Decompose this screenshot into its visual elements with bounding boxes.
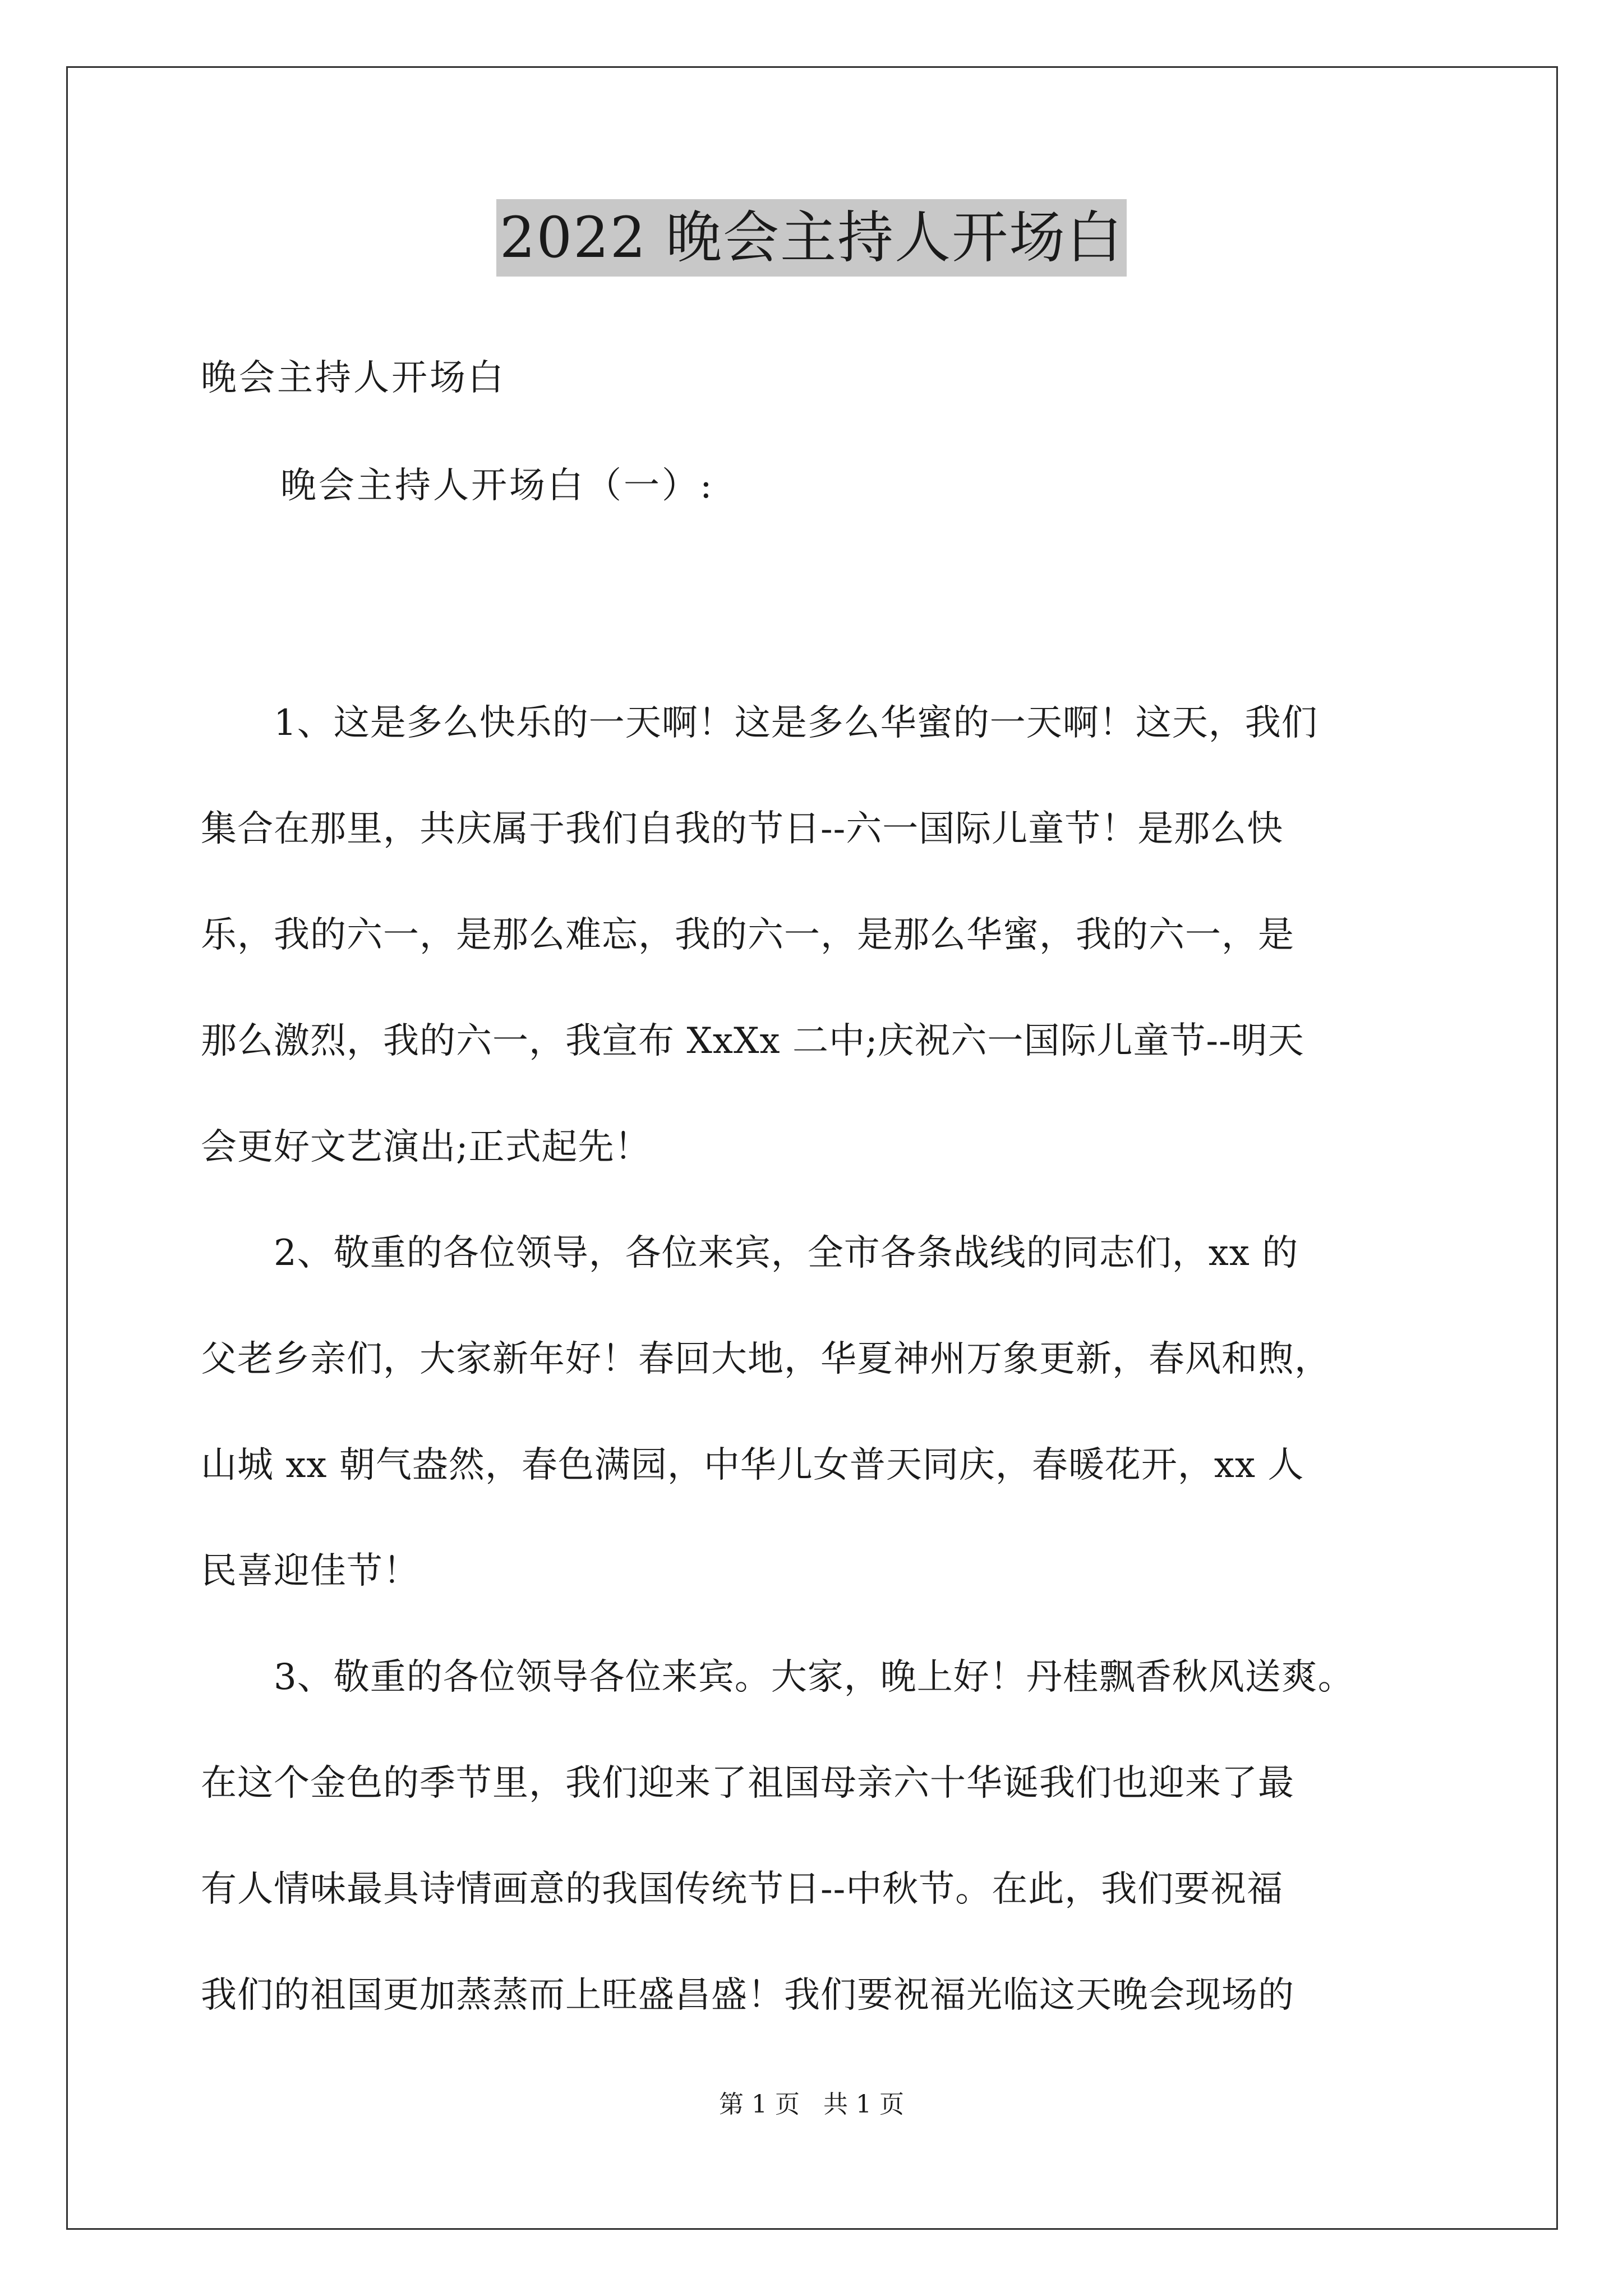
section-heading: 晚会主持人开场白（一）: [280, 465, 714, 507]
text-line: 乐，我的六一，是那么难忘，我的六一，是那么华蜜，我的六一，是 [201, 914, 1294, 956]
text-line: 会更好文艺演出;正式起先！ [201, 1126, 651, 1168]
text-line: 集合在那里，共庆属于我们自我的节日--六一国际儿童节！是那么快 [201, 808, 1284, 850]
text-line: 父老乡亲们，大家新年好！春回大地，华夏神州万象更新，春风和煦， [201, 1338, 1331, 1380]
document-title: 2022 晚会主持人开场白 [496, 199, 1127, 277]
page-total: 共 1 页 [823, 2090, 904, 2119]
text-line: 那么激烈，我的六一，我宣布 XxXx 二中;庆祝六一国际儿童节--明天 [201, 1020, 1304, 1062]
text-line: 1、这是多么快乐的一天啊！这是多么华蜜的一天啊！这天，我们 [201, 702, 1318, 744]
page-number: 第 1 页 [719, 2090, 800, 2119]
text-line: 民喜迎佳节！ [201, 1550, 419, 1592]
text-line: 2、敬重的各位领导，各位来宾，全市各条战线的同志们，xx 的 [201, 1232, 1299, 1274]
page-footer [0, 2088, 1623, 2122]
body-text [201, 670, 1451, 2049]
text-line: 3、敬重的各位领导各位来宾。大家，晚上好！丹桂飘香秋风送爽。 [201, 1657, 1354, 1698]
text-line: 山城 xx 朝气盎然，春色满园，中华儿女普天同庆，春暖花开，xx 人 [201, 1444, 1304, 1486]
document-subtitle: 晚会主持人开场白 [201, 357, 506, 399]
title-container [0, 199, 1623, 277]
text-line: 我们的祖国更加蒸蒸而上旺盛昌盛！我们要祝福光临这天晚会现场的 [201, 1975, 1294, 2016]
text-line: 在这个金色的季节里，我们迎来了祖国母亲六十华诞我们也迎来了最 [201, 1763, 1294, 1804]
text-line: 有人情味最具诗情画意的我国传统节日--中秋节。在此，我们要祝福 [201, 1869, 1284, 1910]
